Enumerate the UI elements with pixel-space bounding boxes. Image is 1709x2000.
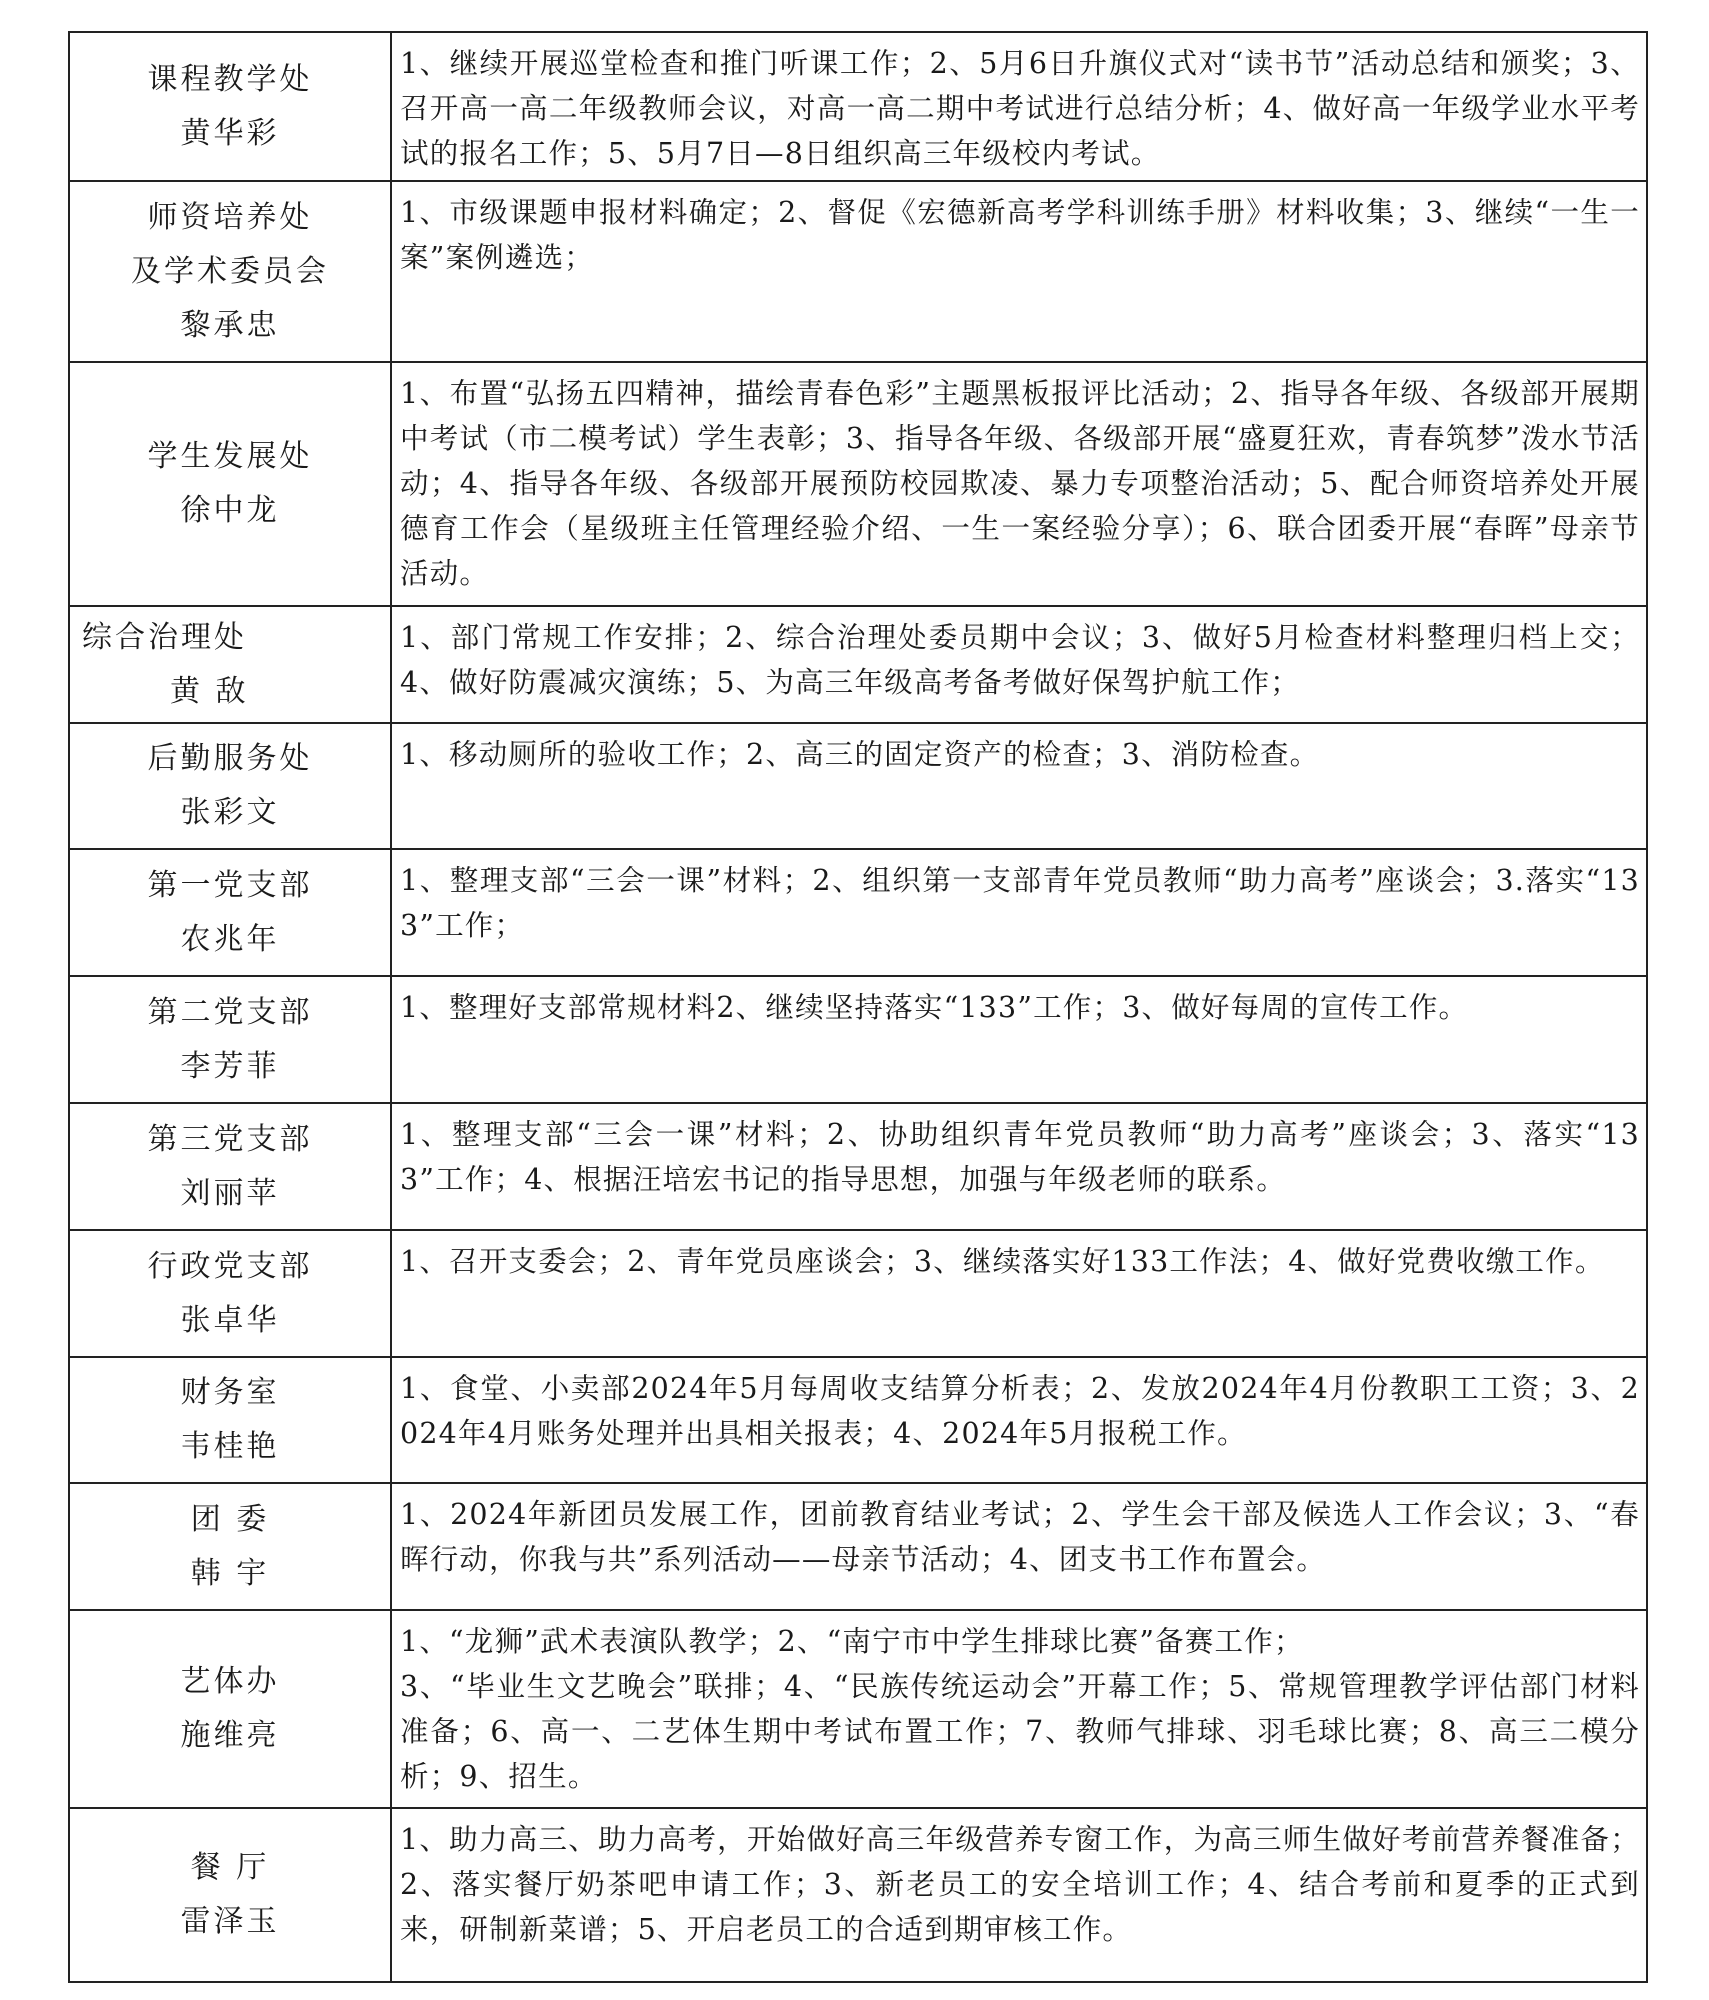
tasks-cell <box>391 849 1647 976</box>
department-name: 行政党支部 <box>147 1248 313 1284</box>
table-body <box>69 32 1647 1982</box>
department-cell <box>69 723 391 849</box>
table-row <box>69 362 1647 606</box>
person-in-charge: 李芳菲 <box>180 1048 280 1084</box>
department-name: 第三党支部 <box>147 1121 313 1157</box>
department-label <box>70 1493 390 1601</box>
task-description: 1、食堂、小卖部2024年5月每周收支结算分析表；2、发放2024年4月份教职工工资；3、2024年4月账务处理并出具相关报表；4、2024年5月报税工作。 <box>400 1372 1640 1450</box>
department-cell <box>69 1808 391 1982</box>
department-label <box>70 986 390 1094</box>
task-description: 1、移动厕所的验收工作；2、高三的固定资产的检查；3、消防检查。 <box>400 738 1320 771</box>
task-description: 1、“龙狮”武术表演队教学；2、“南宁市中学生排球比赛”备赛工作； 3、“毕业生文艺晚会”联排；4、“民族传统运动会”开幕工作；5、常规管理教学评估部门材料准备；6、高一、二艺体生期中考试布置工作；7、教师气排球、羽毛球比赛；8、高三二模分析；9、招生。 <box>400 1625 1640 1793</box>
tasks-cell <box>391 1103 1647 1230</box>
task-description: 1、整理好支部常规材料2、继续坚持落实“133”工作；3、做好每周的宣传工作。 <box>400 991 1469 1024</box>
department-label <box>70 1113 390 1221</box>
table-row <box>69 606 1647 723</box>
department-name: 财务室 <box>180 1375 280 1410</box>
person-in-charge: 韦桂艳 <box>180 1429 280 1464</box>
table-row <box>69 1357 1647 1483</box>
task-description: 1、市级课题申报材料确定；2、督促《宏德新高考学科训练手册》材料收集；3、继续“一生一案”案例遴选； <box>400 196 1640 274</box>
department-label <box>70 732 390 840</box>
person-in-charge: 施维亮 <box>180 1718 280 1753</box>
department-cell <box>69 1610 391 1808</box>
table-row <box>69 1230 1647 1357</box>
department-cell <box>69 1230 391 1357</box>
tasks-cell <box>391 32 1647 181</box>
department-cell <box>69 1483 391 1610</box>
department-cell <box>69 181 391 362</box>
department-label <box>70 191 390 353</box>
department-label <box>70 1240 390 1348</box>
tasks-cell <box>391 723 1647 849</box>
tasks-cell <box>391 362 1647 606</box>
department-name: 课程教学处 <box>147 61 313 97</box>
department-name: 后勤服务处 <box>147 741 313 776</box>
department-name: 综合治理处 <box>82 619 247 655</box>
tasks-cell <box>391 1357 1647 1483</box>
table-row <box>69 849 1647 976</box>
department-label <box>70 1841 390 1949</box>
person-in-charge: 黎承忠 <box>180 307 280 343</box>
person-in-charge: 徐中龙 <box>180 493 280 528</box>
work-plan-table <box>68 31 1648 1983</box>
department-name: 第二党支部 <box>147 994 313 1030</box>
person-in-charge: 张彩文 <box>180 795 280 830</box>
department-label <box>70 430 390 538</box>
tasks-cell <box>391 976 1647 1103</box>
task-description: 1、2024年新团员发展工作，团前教育结业考试；2、学生会干部及候选人工作会议；3、“春晖行动，你我与共”系列活动——母亲节活动；4、团支书工作布置会。 <box>400 1498 1640 1576</box>
department-label <box>70 859 390 967</box>
table-row <box>69 181 1647 362</box>
tasks-cell <box>391 1808 1647 1982</box>
department-cell <box>69 606 391 723</box>
tasks-cell <box>391 1230 1647 1357</box>
task-description: 1、继续开展巡堂检查和推门听课工作；2、5月6日升旗仪式对“读书节”活动总结和颁奖；3、召开高一高二年级教师会议，对高一高二期中考试进行总结分析；4、做好高一年级学业水平考试的报名工作；5、5月7日—8日组织高三年级校内考试。 <box>400 47 1640 170</box>
person-in-charge: 张卓华 <box>180 1302 280 1338</box>
task-description: 1、助力高三、助力高考，开始做好高三年级营养专窗工作，为高三师生做好考前营养餐准备；2、落实餐厅奶茶吧申请工作；3、新老员工的安全培训工作；4、结合考前和夏季的正式到来，研制新菜谱；5、开启老员工的合适到期审核工作。 <box>400 1823 1640 1946</box>
tasks-cell <box>391 1610 1647 1808</box>
department-name: 第一党支部 <box>147 867 313 903</box>
department-cell <box>69 849 391 976</box>
table-row <box>69 1483 1647 1610</box>
department-cell <box>69 1357 391 1483</box>
task-description: 1、整理支部“三会一课”材料；2、协助组织青年党员教师“助力高考”座谈会；3、落实“133”工作；4、根据汪培宏书记的指导思想，加强与年级老师的联系。 <box>400 1118 1640 1196</box>
table-row <box>69 976 1647 1103</box>
task-description: 1、部门常规工作安排；2、综合治理处委员期中会议；3、做好5月检查材料整理归档上交；4、做好防震减灾演练；5、为高三年级高考备考做好保驾护航工作； <box>400 621 1640 699</box>
person-in-charge: 黄 敌 <box>170 673 249 709</box>
person-in-charge: 韩 宇 <box>190 1555 270 1591</box>
department-cell <box>69 976 391 1103</box>
table-row <box>69 723 1647 849</box>
department-name: 团 委 <box>190 1501 270 1537</box>
task-description: 1、召开支委会；2、青年党员座谈会；3、继续落实好133工作法；4、做好党费收缴工作。 <box>400 1245 1605 1278</box>
person-in-charge: 刘丽苹 <box>180 1175 280 1211</box>
person-in-charge: 农兆年 <box>180 921 280 957</box>
department-name: 艺体办 <box>180 1664 280 1699</box>
department-cell <box>69 362 391 606</box>
tasks-cell <box>391 1483 1647 1610</box>
department-label <box>70 1366 390 1474</box>
department-label <box>70 611 390 719</box>
department-cell <box>69 1103 391 1230</box>
tasks-cell <box>391 606 1647 723</box>
task-description: 1、整理支部“三会一课”材料；2、组织第一支部青年党员教师“助力高考”座谈会；3.落实“133”工作； <box>400 864 1640 942</box>
department-name: 学生发展处 <box>147 439 313 474</box>
task-description: 1、布置“弘扬五四精神，描绘青春色彩”主题黑板报评比活动；2、指导各年级、各级部开展期中考试（市二模考试）学生表彰；3、指导各年级、各级部开展“盛夏狂欢，青春筑梦”泼水节活动；4、指导各年级、各级部开展预防校园欺凌、暴力专项整治活动；5、配合师资培养处开展德育工作会（星级班主任管理经验介绍、一生一案经验分享）；6、联合团委开展“春晖”母亲节活动。 <box>400 377 1640 590</box>
person-in-charge: 黄华彩 <box>180 115 280 151</box>
department-label <box>70 1655 390 1763</box>
table-row <box>69 32 1647 181</box>
table-row <box>69 1103 1647 1230</box>
person-in-charge: 雷泽玉 <box>180 1904 280 1939</box>
table-row <box>69 1808 1647 1982</box>
department-name: 师资培养处 及学术委员会 <box>131 199 329 289</box>
tasks-cell <box>391 181 1647 362</box>
table-row <box>69 1610 1647 1808</box>
department-label <box>70 53 390 161</box>
department-name: 餐 厅 <box>190 1850 270 1885</box>
department-cell <box>69 32 391 181</box>
